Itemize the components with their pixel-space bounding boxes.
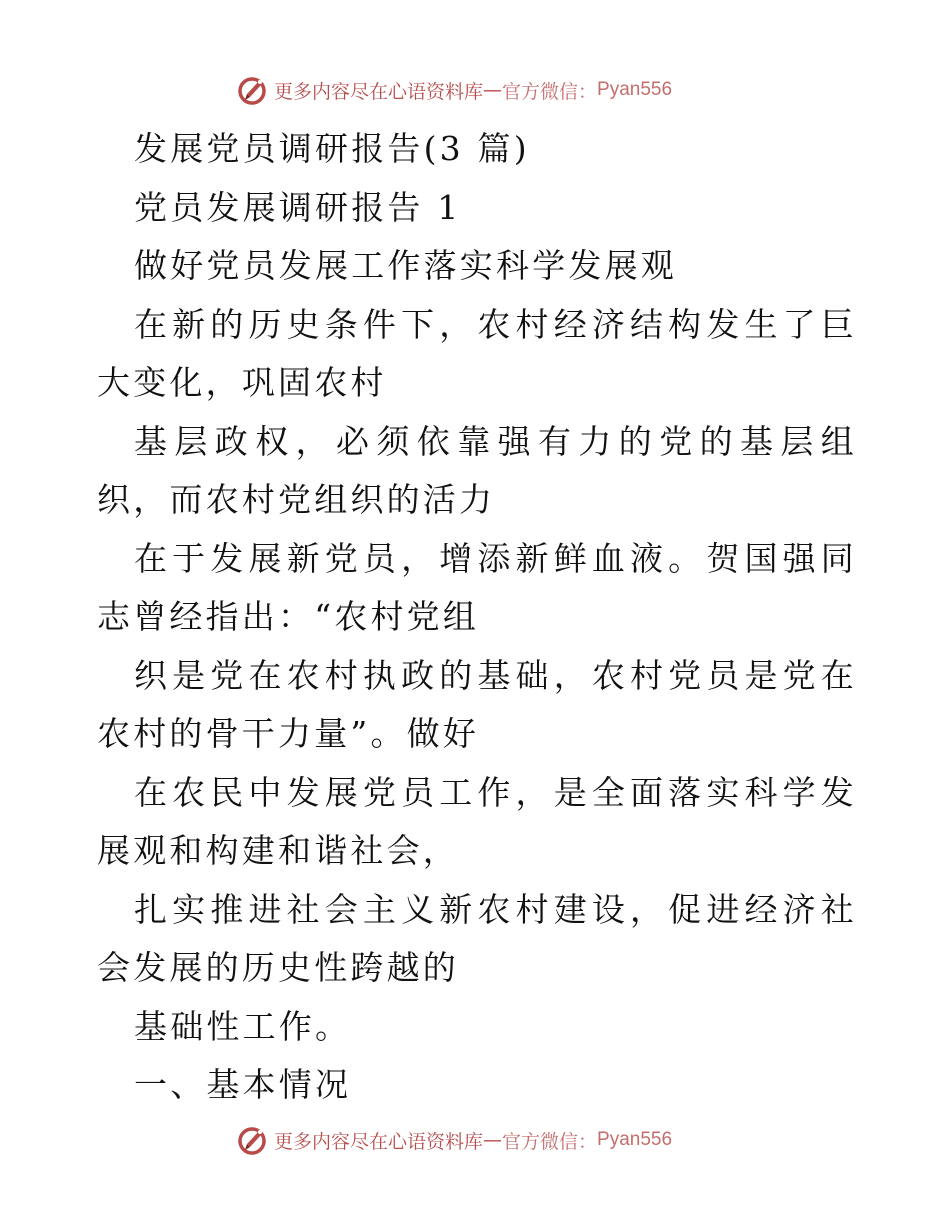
banner-wechat-id: Pyan556 — [597, 1129, 673, 1150]
header-banner — [234, 72, 672, 108]
banner-dash: — — [483, 1129, 503, 1151]
document-subtitle: 党员发展调研报告 1 — [134, 187, 462, 227]
document-body — [97, 120, 857, 1115]
banner-wechat-label: 官方微信： — [502, 1130, 598, 1153]
banner-text: 更多内容尽在心语资料库 — [274, 1130, 484, 1153]
footer-banner — [234, 1122, 672, 1158]
paragraph-line: 在新的历史条件下，农村经济结构发生了巨大变化，巩固农村 — [97, 304, 857, 402]
paragraph-line: 在农民中发展党员工作，是全面落实科学发展观和构建和谐社会， — [97, 772, 857, 870]
paragraph-line: 在于发展新党员，增添新鲜血液。贺国强同志曾经指出：“农村党组 — [97, 538, 857, 636]
banner-dash: — — [483, 79, 503, 101]
banner-wechat-label: 官方微信： — [502, 80, 598, 103]
section-heading: 一、基本情况 — [134, 1065, 352, 1104]
banner-wechat-id: Pyan556 — [597, 79, 673, 100]
banner-text: 更多内容尽在心语资料库 — [274, 80, 484, 103]
pen-circle-logo-icon — [234, 72, 270, 108]
paragraph-line: 扎实推进社会主义新农村建设，促进经济社会发展的历史性跨越的 — [97, 889, 857, 987]
document-heading: 做好党员发展工作落实科学发展观 — [134, 246, 677, 285]
pen-circle-logo-icon — [234, 1122, 270, 1158]
paragraph-line: 基础性工作。 — [134, 1006, 352, 1046]
paragraph-line: 织是党在农村执政的基础，农村党员是党在农村的骨干力量”。做好 — [97, 655, 857, 753]
document-title: 发展党员调研报告(3 篇) — [134, 129, 530, 168]
paragraph-line: 基层政权，必须依靠强有力的党的基层组织，而农村党组织的活力 — [97, 421, 857, 519]
